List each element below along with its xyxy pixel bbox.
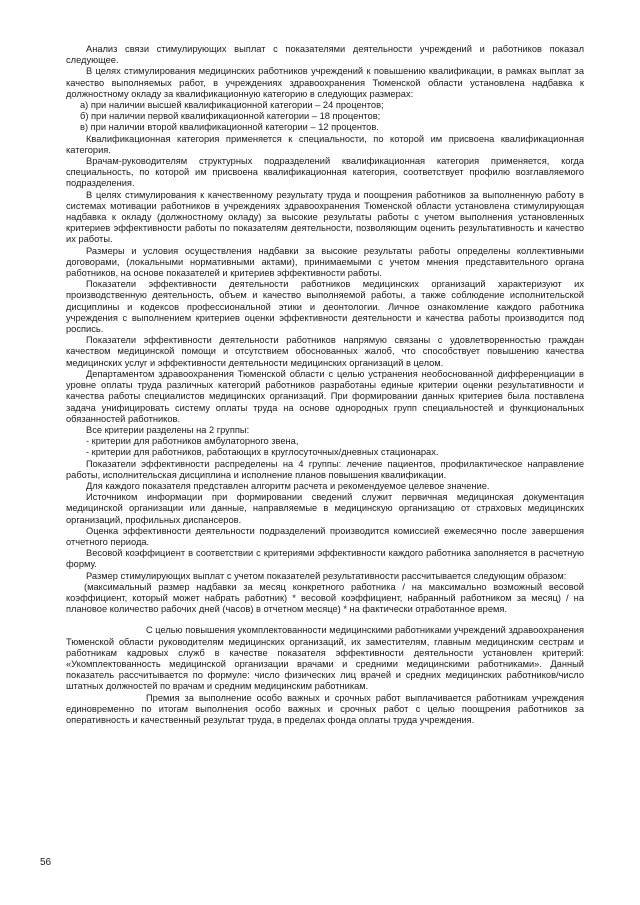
paragraph: В целях стимулирования к качественному результату труда и поощрения работников за выполненную работу в системах мотивации работников в учреждениях здравоохранения Тюменской области установлена стимулирующая надбавка к окладу (должностному окладу) за высокие результаты работы с учетом выполнения установленных критериев эффективности работы по показателям деятельности, позволяющим оценить результативность и качество их работы. [66, 189, 584, 245]
paragraph: Врачам-руководителям структурных подразделений квалификационная категория применяется, когда специальность, по которой им присвоена квалификационная категория, соответствует профилю возглавляемого подразделения. [66, 156, 584, 189]
paragraph: (максимальный размер надбавки за месяц конкретного работника / на максимально возможный весовой коэффициент, который может набрать работник) * весовой коэффициент, набранный работником за месяц) / на плановое количество рабочих дней (часов) в отчетном месяце) * на фактически отработанное время. [66, 581, 584, 615]
paragraph: Размер стимулирующих выплат с учетом показателей результативности рассчитывается следующим образом: [86, 570, 567, 581]
body-text [66, 44, 584, 726]
paragraph: в) при наличии второй квалификационной категории – 12 процентов. [80, 122, 379, 133]
paragraph: Департаментом здравоохранения Тюменской области с целью устранения необоснованной дифференциации в уровне оплаты труда различных категорий работников разработаны единые критерии оценки результативности и качества работы специалистов медицинских организаций. При формировании данных критериев была поставлена задача унифицировать систему оплаты труда на основе однородных групп специальностей и функциональных обязанностей работников. [66, 368, 584, 424]
paragraph: - критерии для работников, работающих в круглосуточных/дневных стационарах. [86, 447, 439, 458]
paragraph: Для каждого показателя представлен алгоритм расчета и рекомендуемое целевое значение. [86, 480, 490, 491]
paragraph: - критерии для работников амбулаторного звена, [86, 436, 299, 447]
paragraph: а) при наличии высшей квалификационной категории – 24 процентов; [80, 100, 384, 111]
paragraph: Источником информации при формировании сведений служит первичная медицинская документация медицинской организации или данные, направляемые в медицинскую организацию от страховых медицинских организаций, профильных диспансеров. [66, 492, 584, 525]
paragraph: Анализ связи стимулирующих выплат с показателями деятельности учреждений и работников показал следующее. [66, 44, 584, 66]
paragraph: В целях стимулирования медицинских работников учреждений к повышению квалификации, в рамках выплат за качество выполняемых работ, в учреждениях здравоохранения Тюменской области установлена надбавка к должностному окладу за квалификационную категорию в следующих размерах: [66, 66, 584, 99]
paragraph: Показатели эффективности деятельности работников медицинских организаций характеризуют их производственную деятельность, объем и качество выполняемой работы, а также соблюдение исполнительской дисциплины и кодексов профессиональной этики и деонтологии. Личное ознакомление каждого работника учреждения с выполнением критериев оценки эффективности деятельности и качества работы производится под роспись. [66, 279, 584, 335]
paragraph: Показатели эффективности деятельности работников напрямую связаны с удовлетворенностью граждан качеством медицинской помощи и отсутствием обоснованных жалоб, что способствует повышению качества медицинских услуг и эффективности деятельности медицинских организаций в целом. [66, 335, 584, 368]
paragraph: б) при наличии первой квалификационной категории – 18 процентов; [80, 111, 381, 122]
paragraph: Показатели эффективности распределены на 4 группы: лечение пациентов, профилактическое направление работы, исполнительская дисциплина и исполнение планов повышения квалификации. [66, 458, 584, 480]
page-number: 56 [40, 857, 52, 868]
paragraph: Премия за выполнение особо важных и срочных работ выплачивается работникам учреждения единовременно по итогам выполнения особо важных и срочных работ с целью поощрения работников за оперативность и качественный результат труда, в пределах фонда оплаты труда учреждения. [66, 692, 584, 725]
paragraph: Все критерии разделены на 2 группы: [86, 424, 250, 435]
paragraph: С целью повышения укомплектованности медицинскими работниками учреждений здравоохранения Тюменской области руководителям медицинских организаций, их заместителям, главным медицинским сестрам и работникам кадровых служб в качестве показателя эффективности деятельности установлен критерий: «Укомплектованность медицинской организации врачами и средними медицинскими работниками». Данный показатель рассчитывается по формуле: число физических лиц врачей и средних медицинских работников/число штатных должностей по врачам и средним медицинским работникам. [66, 625, 584, 692]
paragraph: Квалификационная категория применяется к специальности, по которой им присвоена квалификационная категория. [66, 133, 584, 155]
paragraph: Размеры и условия осуществления надбавки за высокие результаты работы определены коллективными договорами, (локальными нормативными актами), принимаемыми с учетом мнения представительного органа работников, на основе показателей и критериев эффективности работы. [66, 245, 584, 279]
paragraph: Оценка эффективности деятельности подразделений производится комиссией ежемесячно после завершения отчетного периода. [66, 525, 584, 547]
paragraph: Весовой коэффициент в соответствии с критериями эффективности каждого работника заполняется в расчетную форму. [66, 548, 584, 570]
